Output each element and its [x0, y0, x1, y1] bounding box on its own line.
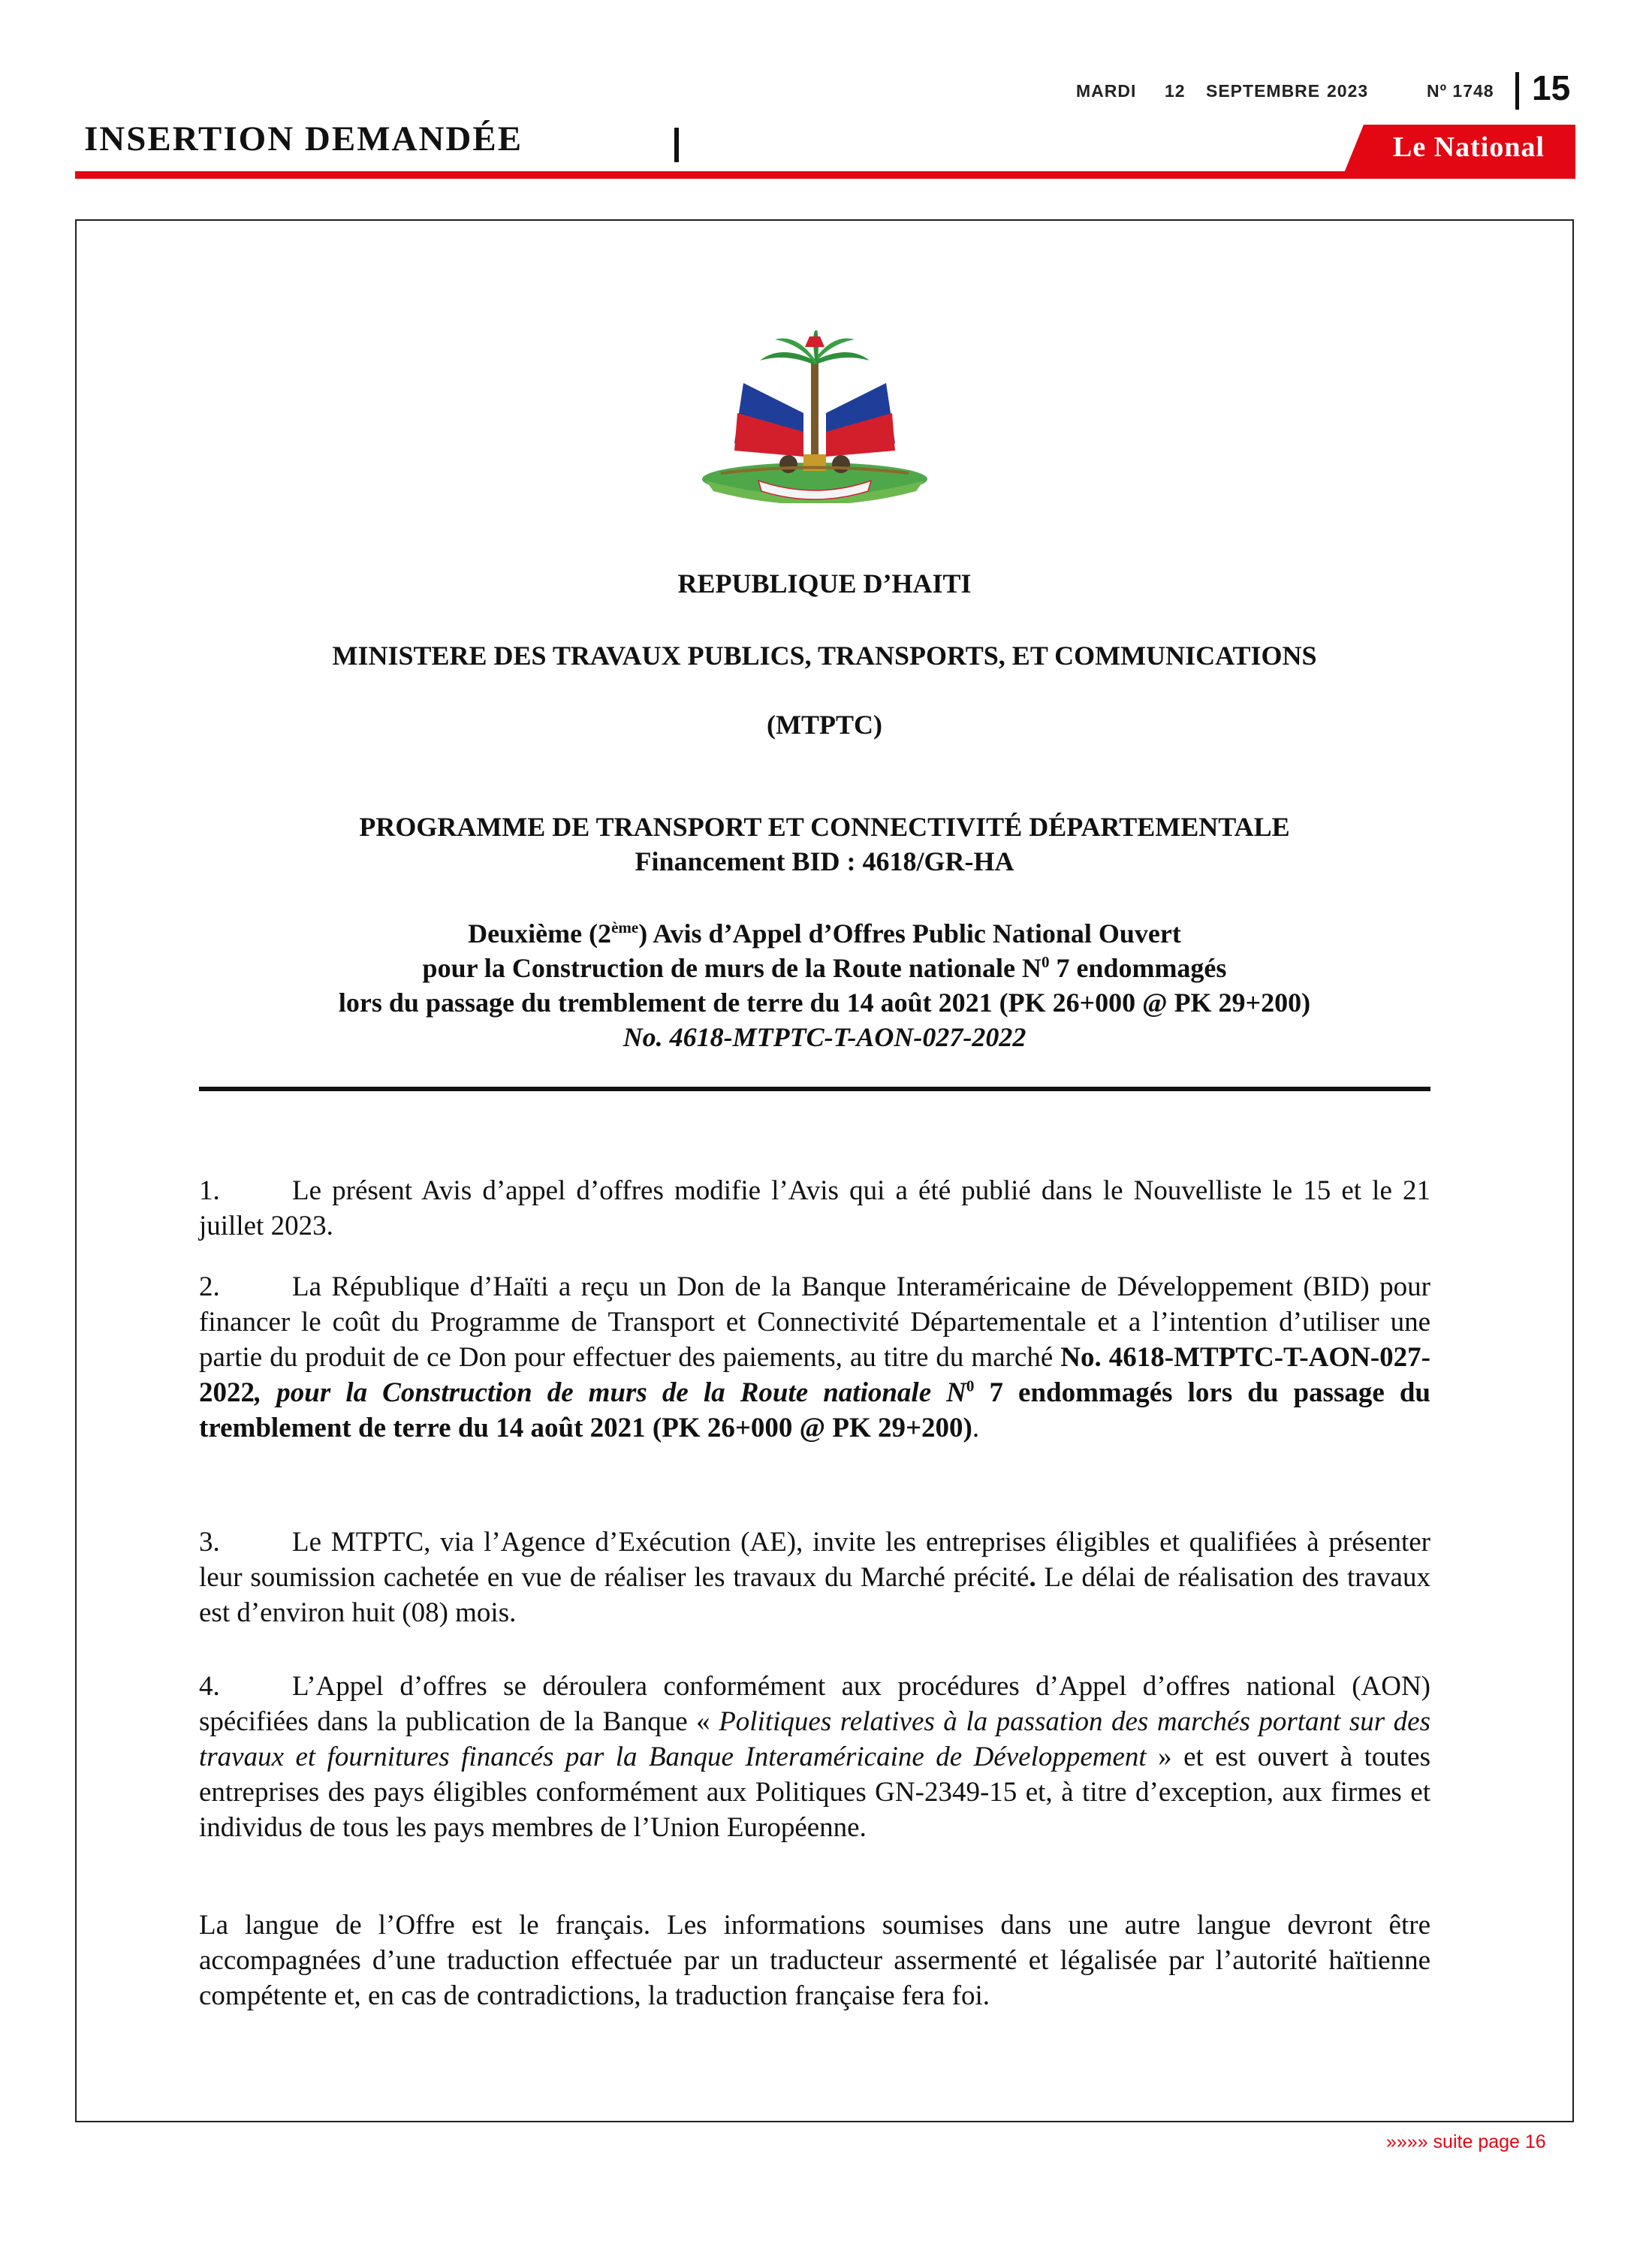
haiti-coat-of-arms-icon [691, 330, 939, 503]
notice-reference: No. 4618-MTPTC-T-AON-027-2022 [623, 1022, 1026, 1052]
paragraph-text: Le MTPTC, via l’Agence d’Exécution (AE), invite les entreprises éligibles et qualifiées à présenter leur soumission cachetée en vue de réaliser les travaux du Marché précité [199, 1527, 1430, 1593]
ministry-abbreviation: (MTPTC) [767, 710, 882, 740]
date-year: 2023 [1327, 81, 1369, 101]
paragraph-3: 3. Le MTPTC, via l’Agence d’Exécution (AE), invite les entreprises éligibles et qualifiées à présenter leur soumission cachetée en vue de réaliser les travaux du Marché précité. Le délai de réalisation des travaux est d’environ huit (08) mois. [199, 1525, 1430, 1630]
page-number: 15 [1532, 68, 1571, 107]
paragraph-language: La langue de l’Offre est le français. Les informations soumises dans une autre langue devront être accompagnées d’une traduction effectuée par un traducteur assermenté et légalisée par l’autorité haïtienne compétente et, en cas de contradictions, la traduction française fera foi. [199, 1910, 1430, 2011]
notice-title-line-3: lors du passage du tremblement de terre du 14 août 2021 (PK 26+000 @ PK 29+200) [338, 988, 1311, 1018]
date-month: SEPTEMBRE [1206, 81, 1321, 101]
paragraph-number: 4. [199, 1671, 220, 1702]
paragraph-number: 1. [199, 1175, 220, 1206]
section-title: INSERTION DEMANDÉE [84, 119, 523, 158]
contract-reference: No. 4618-MTPTC-T-AON-027-2022 [199, 1342, 1430, 1408]
heading-rule [199, 1087, 1430, 1091]
notice-title-line-2: pour la Construction de murs de la Route nationale $N^0$ 7 endommagés [422, 953, 1227, 983]
newspaper-name: Le National [1392, 131, 1545, 163]
paragraph-text: L’Appel d’offres se déroulera conformément aux procédures d’Appel d’offres national (AON) spécifiées dans la publication de la Banque « [199, 1671, 1430, 1737]
financing-line: Financement BID : 4618/GR-HA [635, 846, 1014, 876]
paragraph-text: Le présent Avis d’appel d’offres modifie l’Avis qui a été publié dans le Nouvelliste le 15 et le 21 juillet 2023. [199, 1175, 1430, 1241]
date-day: MARDI [1076, 81, 1137, 101]
paragraph-text: La République d’Haïti a reçu un Don de la Banque Interaméricaine de Développement (BID) pour financer le coût du Programme de Transport et Connectivité Départementale et a l’intention d’utiliser une partie du produit de ce Don pour effectuer des paiements, au titre du marché [199, 1271, 1430, 1373]
notice-title-line-1: Deuxième (2ème) Avis d’Appel d’Offres Public National Ouvert [468, 918, 1181, 949]
continued-link[interactable]: »»»» suite page 16 [1386, 2131, 1546, 2152]
header-divider [1515, 72, 1519, 110]
program-title: PROGRAMME DE TRANSPORT ET CONNECTIVITÉ DÉPARTEMENTALE [359, 812, 1290, 842]
policy-title: Politiques relatives à la passation des marchés portant sur des travaux et fournitures financés par la Banque Interaméricaine de Développement [199, 1706, 1430, 1772]
notice-title-block [75, 916, 1574, 1054]
paragraph-2: 2. La République d’Haïti a reçu un Don de la Banque Interaméricaine de Développement (BID) pour financer le coût du Programme de Transport et Connectivité Départementale et a l’intention d’utiliser une partie du produit de ce Don pour effectuer des paiements, au titre du marché No. 4618-MTPTC-T-AON-027-2022, pour la Construction de murs de la Route nationale $N^0$ 7 endommagés lors du passage du tremblement de terre du 14 août 2021 (PK 26+000 @ PK 29+200). [199, 1269, 1430, 1446]
issue-number: Nº 1748 [1427, 81, 1494, 101]
section-divider [674, 128, 679, 162]
paragraph-number: 3. [199, 1527, 220, 1558]
paragraph-number: 2. [199, 1271, 220, 1302]
date-number: 12 [1165, 81, 1186, 101]
header-rule [75, 171, 1575, 179]
paragraph-4: 4. L’Appel d’offres se déroulera conformément aux procédures d’Appel d’offres national (AON) spécifiées dans la publication de la Banque « Politiques relatives à la passation des marchés portant sur des travaux et fournitures financés par la Banque Interaméricaine de Développement » et est ouvert à toutes entreprises des pays éligibles conformément aux Politiques GN-2349-15 et, à titre d’exception, aux firmes et individus de tous les pays membres de l’Union Européenne. [199, 1669, 1430, 1845]
program-block [75, 810, 1574, 879]
paragraph-1 [199, 1173, 1430, 1244]
republic-heading: REPUBLIQUE D’HAITI [677, 569, 972, 599]
ministry-heading: MINISTERE DES TRAVAUX PUBLICS, TRANSPORTS, ET COMMUNICATIONS [332, 641, 1317, 671]
